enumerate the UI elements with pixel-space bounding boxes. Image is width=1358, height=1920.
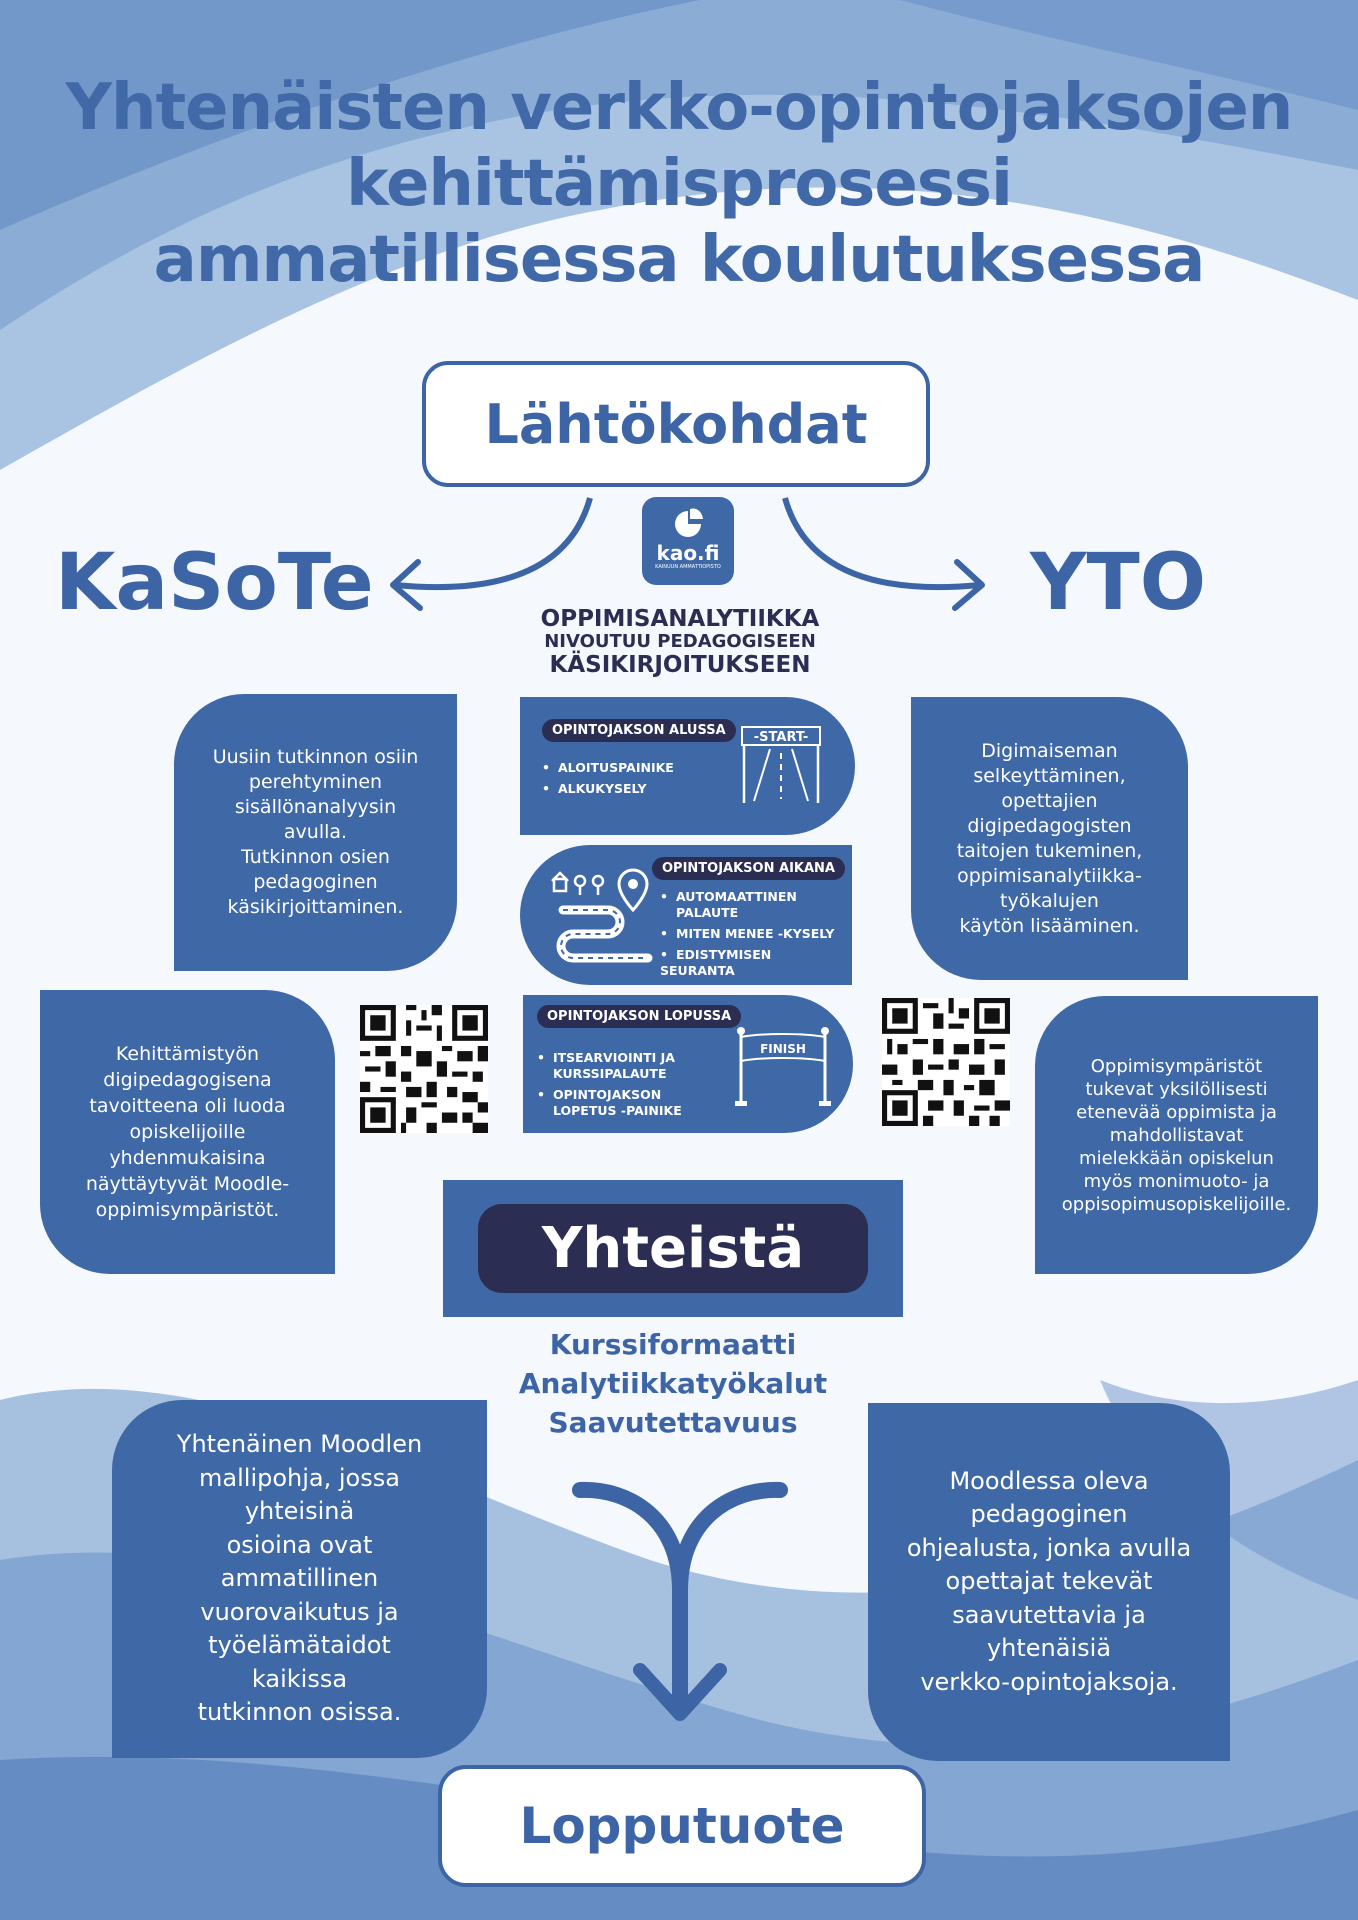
finish-sign-label: FINISH — [760, 1042, 806, 1056]
yto-panel-2-text: Oppimisympäristöt tukevat yksilöllisesti etenevää oppimista ja mahdollistavat mielekkään opiskelun myös monimuoto- ja oppisopimusopiskelijoille. — [1061, 1055, 1292, 1215]
kao-logo — [642, 497, 734, 585]
title-line-2: kehittämisprosessi — [346, 147, 1012, 221]
yto-panel-2 — [1035, 996, 1318, 1274]
list-item: • OPINTOJAKSON LOPETUS -PAINIKE — [537, 1087, 682, 1118]
list-item: • EDISTYMISEN SEURANTA — [660, 947, 772, 978]
merge-arrow — [570, 1480, 790, 1730]
logo-subtitle: KAINUUN AMMATTIOPISTO — [655, 564, 721, 570]
finish-line-icon — [733, 1023, 833, 1109]
start-box — [422, 361, 930, 487]
title-line-1: Yhtenäisten verkko-opintojaksojen — [65, 71, 1293, 145]
bottom-left-panel — [112, 1400, 487, 1758]
analytics-heading — [500, 606, 860, 678]
leaf-icon — [668, 505, 708, 539]
route-map-icon — [548, 865, 668, 965]
bottom-right-panel-text: Moodlessa oleva pedagoginen ohjealusta, jonka avulla opettajat tekevät saavutettavia ja yhtenäisiä verkko-opintojaksoja. — [906, 1466, 1192, 1696]
kasote-panel-2 — [40, 990, 335, 1274]
end-box — [438, 1765, 926, 1887]
kasote-label: KaSoTe — [55, 538, 374, 628]
common-label-box — [478, 1204, 868, 1293]
common-items — [443, 1325, 903, 1442]
stage-end-title: OPINTOJAKSON LOPUSSA — [537, 1005, 741, 1028]
kasote-panel-2-text: Kehittämistyön digipedagogisena tavoitteena oli luoda opiskelijoille yhdenmukaisina näyttäytyvät Moodle- oppimisympäristöt. — [85, 1043, 290, 1221]
qr-code-left[interactable] — [360, 1005, 488, 1133]
list-item: • ALOITUSPAINIKE — [542, 760, 674, 775]
common-item: Analytiikkatyökalut — [518, 1367, 828, 1400]
stage-end — [523, 995, 853, 1133]
qr-code-right[interactable] — [882, 998, 1010, 1126]
bottom-right-panel — [868, 1403, 1230, 1761]
kasote-panel-1-text: Uusiin tutkinnon osiin perehtyminen sisällönanalyysin avulla. Tutkinnon osien pedagoginen käsikirjoittaminen. — [212, 746, 419, 918]
end-box-label: Lopputuote — [519, 1797, 845, 1855]
title-line-3: ammatillisessa koulutuksessa — [153, 223, 1205, 297]
stage-start — [520, 697, 855, 835]
common-item: Saavutettavuus — [548, 1406, 798, 1439]
stage-during-title: OPINTOJAKSON AIKANA — [652, 857, 845, 880]
logo-text: kao.fi — [656, 541, 720, 565]
start-box-label: Lähtökohdat — [484, 392, 868, 456]
list-item: • AUTOMAATTINEN PALAUTE — [660, 889, 797, 920]
common-label: Yhteistä — [541, 1216, 805, 1281]
common-item: Kurssiformaatti — [549, 1328, 797, 1361]
common-section — [443, 1180, 903, 1317]
yto-panel-1-text: Digimaiseman selkeyttäminen, opettajien digipedagogisten taitojen tukeminen, oppimisanalytiikka- työkalujen käytön lisääminen. — [956, 739, 1143, 937]
analytics-heading-line-3: KÄSIKIRJOITUKSEEN — [549, 652, 811, 678]
kasote-panel-1 — [174, 694, 457, 971]
analytics-heading-line-2: NIVOUTUU PEDAGOGISEEN — [544, 631, 816, 652]
list-item: • ITSEARVIOINTI JA KURSSIPALAUTE — [537, 1050, 675, 1081]
start-road-icon — [740, 725, 822, 805]
analytics-heading-line-1: OPPIMISANALYTIIKKA — [540, 606, 820, 632]
page-title — [40, 70, 1318, 298]
bottom-left-panel-text: Yhtenäinen Moodlen mallipohja, jossa yhteisinä osioina ovat ammatillinen vuorovaikutus ja työelämätaidot kaikissa tutkinnon osissa. — [176, 1430, 423, 1727]
yto-panel-1 — [911, 697, 1188, 980]
stage-during — [520, 845, 852, 985]
yto-label: YTO — [1030, 538, 1206, 628]
stage-start-title: OPINTOJAKSON ALUSSA — [542, 719, 736, 742]
list-item: • ALKUKYSELY — [542, 781, 647, 796]
start-sign-label: -START- — [753, 730, 809, 745]
list-item: • MITEN MENEE -KYSELY — [660, 926, 835, 941]
